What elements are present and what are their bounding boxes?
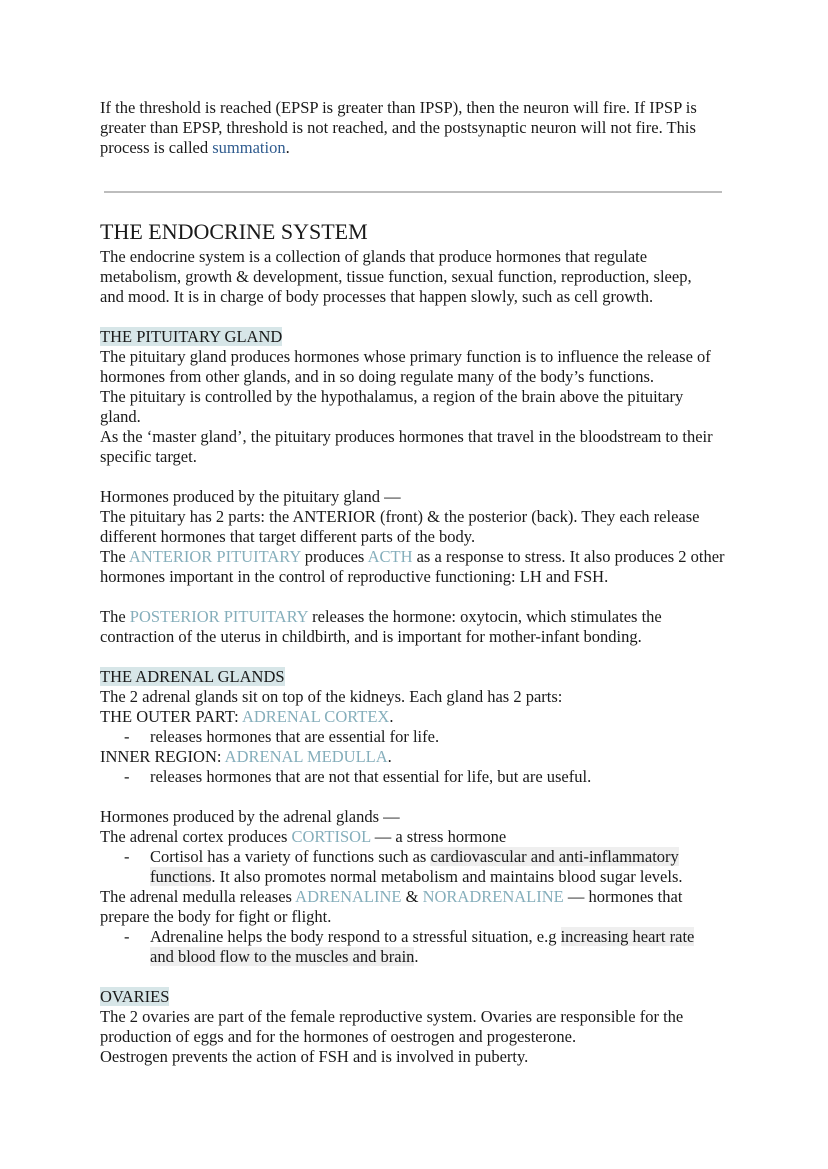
text-run: produces	[300, 547, 368, 566]
text-line	[100, 807, 740, 827]
link-summation[interactable]: summation	[212, 138, 286, 157]
term-highlight: POSTERIOR PITUITARY	[129, 607, 308, 626]
bullet-dash: -	[124, 927, 130, 946]
text-line	[100, 867, 740, 887]
intro-paragraph	[100, 98, 740, 158]
text-run: &	[401, 887, 423, 906]
text-run: greater than EPSP, threshold is not reached, and the postsynaptic neuron will not fire. This	[100, 118, 696, 137]
blank-line	[100, 307, 740, 327]
text-line	[100, 118, 740, 138]
text-run: releases hormones that are not that essential for life, but are useful.	[150, 767, 592, 786]
document-page	[100, 98, 740, 1067]
blank-line	[100, 467, 740, 487]
text-run: releases hormones that are essential for life.	[150, 727, 440, 746]
text-run: THE OUTER PART:	[100, 707, 242, 726]
text-line	[100, 667, 740, 687]
bullet-item	[100, 847, 740, 867]
text-run: The adrenal cortex produces	[100, 827, 292, 846]
text-line	[100, 707, 740, 727]
text-run: The 2 adrenal glands sit on top of the kidneys. Each gland has 2 parts:	[100, 687, 563, 706]
text-run: metabolism, growth & development, tissue function, sexual function, reproduction, sleep,	[100, 267, 692, 286]
term-highlight: CORTISOL	[291, 827, 371, 846]
bullet-dash: -	[124, 847, 130, 866]
text-run: — a stress hormone	[370, 827, 507, 846]
highlighted-text: cardiovascular and anti-inflammatory	[430, 847, 679, 866]
term-highlight: ANTERIOR PITUITARY	[128, 547, 301, 566]
text-run: As the ‘master gland’, the pituitary produces hormones that travel in the bloodstream to their	[100, 427, 713, 446]
text-run: If the threshold is reached (EPSP is greater than IPSP), then the neuron will fire. If IPSP is	[100, 98, 697, 117]
text-line	[100, 627, 740, 647]
text-line	[100, 907, 740, 927]
text-run: hormones important in the control of reproductive functioning: LH and FSH.	[100, 567, 609, 586]
text-line	[100, 1027, 740, 1047]
term-highlight: ADRENAL MEDULLA	[224, 747, 388, 766]
text-line	[100, 287, 740, 307]
text-line	[100, 687, 740, 707]
text-run: INNER REGION:	[100, 747, 225, 766]
text-run: .	[285, 138, 290, 157]
section-title: THE ENDOCRINE SYSTEM	[100, 219, 368, 244]
text-line	[100, 947, 740, 967]
bullet-dash: -	[124, 767, 130, 786]
blank-line	[100, 587, 740, 607]
text-run: process is called	[100, 138, 213, 157]
text-run: Hormones produced by the pituitary gland —	[100, 487, 401, 506]
text-line	[100, 347, 740, 367]
text-line	[100, 407, 740, 427]
text-run: — hormones that	[563, 887, 683, 906]
term-highlight: NORADRENALINE	[422, 887, 564, 906]
text-line	[100, 247, 740, 267]
blank-line	[100, 967, 740, 987]
subheading: OVARIES	[100, 987, 170, 1006]
text-line	[100, 138, 740, 158]
bullet-dash: -	[124, 727, 130, 746]
term-highlight: ADRENALINE	[295, 887, 402, 906]
text-run: contraction of the uterus in childbirth, and is important for mother-infant bonding.	[100, 627, 642, 646]
text-line	[100, 1007, 740, 1027]
text-run: The	[100, 547, 129, 566]
text-run: Adrenaline helps the body respond to a stressful situation, e.g	[150, 927, 561, 946]
text-run: The endocrine system is a collection of glands that produce hormones that regulate	[100, 247, 648, 266]
text-line	[100, 607, 740, 627]
text-run: The 2 ovaries are part of the female reproductive system. Ovaries are responsible for the	[100, 1007, 684, 1026]
text-line	[100, 367, 740, 387]
text-run: and mood. It is in charge of body processes that happen slowly, such as cell growth.	[100, 287, 654, 306]
highlighted-text: increasing heart rate	[560, 927, 695, 946]
text-run: as a response to stress. It also produces 2 other	[412, 547, 725, 566]
text-line	[100, 427, 740, 447]
term-highlight: ADRENAL CORTEX	[241, 707, 390, 726]
text-run: The pituitary gland produces hormones whose primary function is to influence the release of	[100, 347, 711, 366]
highlighted-text: and blood flow to the muscles and brain	[150, 947, 415, 966]
text-run: Cortisol has a variety of functions such as	[150, 847, 431, 866]
text-line	[100, 327, 740, 347]
text-run: .	[389, 707, 394, 726]
text-line	[100, 567, 740, 587]
horizontal-divider	[104, 191, 722, 193]
text-run: Hormones produced by the adrenal glands —	[100, 807, 400, 826]
text-line	[100, 547, 740, 567]
text-line	[100, 1047, 740, 1067]
text-line	[100, 527, 740, 547]
text-run: The adrenal medulla releases	[100, 887, 296, 906]
text-line	[100, 98, 740, 118]
text-line	[100, 447, 740, 467]
text-run: The pituitary is controlled by the hypothalamus, a region of the brain above the pituitary	[100, 387, 684, 406]
text-line	[100, 487, 740, 507]
text-run: Oestrogen prevents the action of FSH and is involved in puberty.	[100, 1047, 529, 1066]
blank-line	[100, 647, 740, 667]
text-line	[100, 747, 740, 767]
subheading: THE PITUITARY GLAND	[100, 327, 283, 346]
bullet-item	[100, 727, 740, 747]
text-line	[100, 387, 740, 407]
section-body	[100, 247, 740, 1067]
text-run: specific target.	[100, 447, 197, 466]
text-line	[100, 887, 740, 907]
text-run: gland.	[100, 407, 141, 426]
text-run: .	[414, 947, 419, 966]
text-line	[100, 987, 740, 1007]
blank-line	[100, 787, 740, 807]
text-run: different hormones that target different parts of the body.	[100, 527, 476, 546]
highlighted-text: functions	[150, 867, 212, 886]
text-run: .	[387, 747, 392, 766]
text-run: The pituitary has 2 parts: the ANTERIOR (front) & the posterior (back). They each release	[100, 507, 700, 526]
text-line	[100, 827, 740, 847]
subheading: THE ADRENAL GLANDS	[100, 667, 285, 686]
text-run: production of eggs and for the hormones of oestrogen and progesterone.	[100, 1027, 577, 1046]
text-run: prepare the body for fight or flight.	[100, 907, 332, 926]
text-run: The	[100, 607, 130, 626]
text-run: releases the hormone: oxytocin, which stimulates the	[308, 607, 662, 626]
text-run: . It also promotes normal metabolism and maintains blood sugar levels.	[211, 867, 683, 886]
bullet-item	[100, 927, 740, 947]
bullet-item	[100, 767, 740, 787]
text-run: hormones from other glands, and in so doing regulate many of the body’s functions.	[100, 367, 655, 386]
text-line	[100, 267, 740, 287]
term-highlight: ACTH	[367, 547, 413, 566]
text-line	[100, 507, 740, 527]
